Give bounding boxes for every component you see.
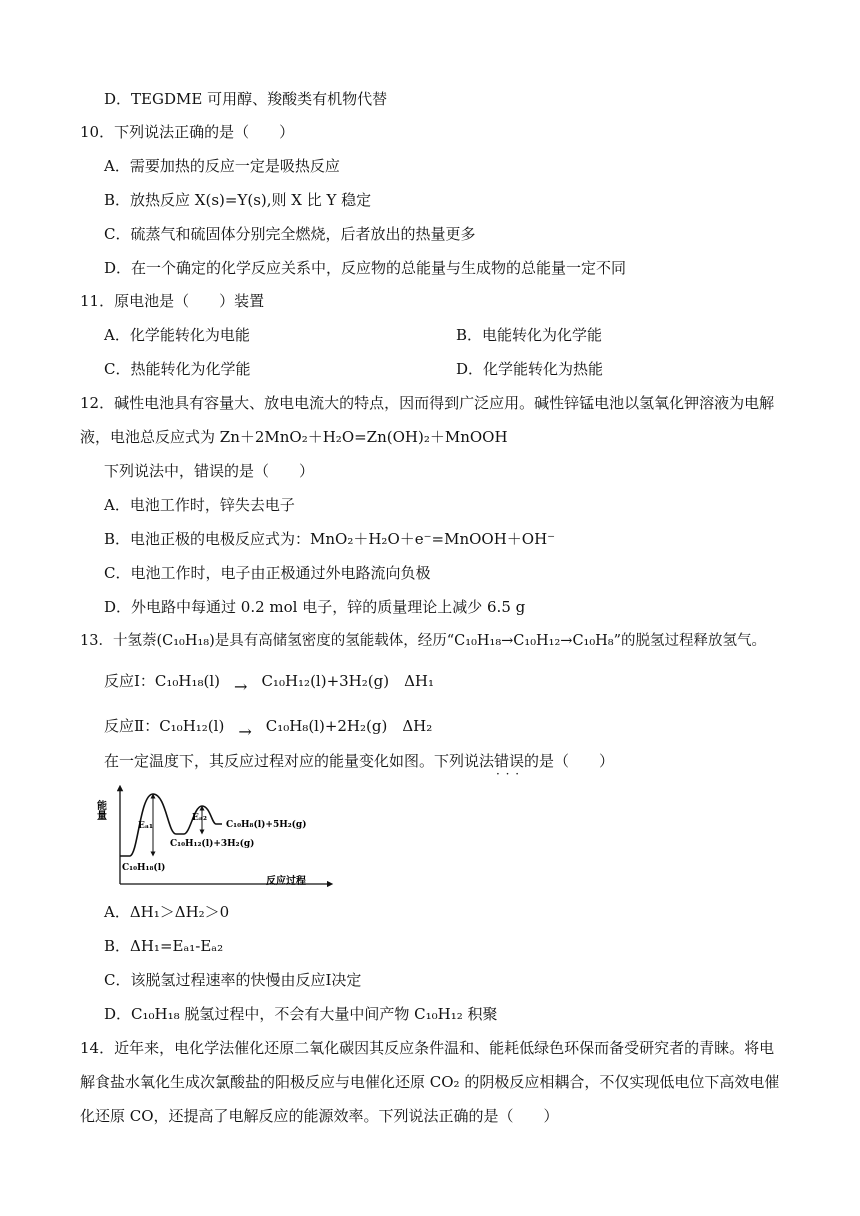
q9-option-d: D．TEGDME 可用醇、羧酸类有机物代替 xyxy=(104,90,388,108)
q13-option-d: D．C₁₀H₁₈ 脱氢过程中，不会有大量中间产物 C₁₀H₁₂ 积聚 xyxy=(104,1005,498,1023)
energy-diagram xyxy=(94,784,338,892)
q14-line2: 解食盐水氧化生成次氯酸盐的阳极反应与电催化还原 CO₂ 的阴极反应相耦合，不仅实现低电位下高效电催 xyxy=(80,1073,780,1091)
question-text-end: 的是（ ） xyxy=(524,752,615,770)
label-c10h18: C₁₀H₁₈(l) xyxy=(122,863,166,873)
q10-option-c: C．硫蒸气和硫固体分别完全燃烧，后者放出的热量更多 xyxy=(104,225,476,243)
q12-stem-line1: 12．碱性电池具有容量大、放电电流大的特点，因而得到广泛应用。碱性锌锰电池以氢氧化钾溶液为电解 xyxy=(80,394,775,412)
q13-reaction-2 xyxy=(104,716,433,741)
q12-option-c: C．电池工作时，电子由正极通过外电路流向负极 xyxy=(104,564,431,582)
q10-option-a: A．需要加热的反应一定是吸热反应 xyxy=(104,157,340,175)
q14-line3: 化还原 CO，还提高了电解反应的能源效率。下列说法正确的是（ ） xyxy=(80,1107,559,1125)
emphasis-word: 错误 · · · xyxy=(494,752,524,770)
label-c10h8: C₁₀H₈(l)+5H₂(g) xyxy=(226,820,307,830)
q13-option-b: B．ΔH₁=Eₐ₁-Eₐ₂ xyxy=(104,937,224,955)
q12-question: 下列说法中，错误的是（ ） xyxy=(104,462,315,480)
reaction-2-reactant: 反应Ⅱ：C₁₀H₁₂(l) xyxy=(104,717,225,735)
ea1-label: Eₐ₁ xyxy=(138,821,153,831)
q10-stem: 10．下列说法正确的是（ ） xyxy=(80,123,295,141)
q12-option-b: B．电池正极的电极反应式为：MnO₂＋H₂O＋e⁻=MnOOH＋OH⁻ xyxy=(104,530,556,548)
q12-option-a: A．电池工作时，锌失去电子 xyxy=(104,496,295,514)
q11-option-d: D．化学能转化为热能 xyxy=(456,360,604,378)
q11-option-c: C．热能转化为化学能 xyxy=(104,360,251,378)
reaction-arrow-icon: → xyxy=(238,722,252,741)
label-c10h12: C₁₀H₁₂(l)+3H₂(g) xyxy=(170,839,255,849)
q13-reaction-1 xyxy=(104,671,435,696)
q13-option-c: C．该脱氢过程速率的快慢由反应Ⅰ决定 xyxy=(104,971,362,989)
question-text: 在一定温度下，其反应过程对应的能量变化如图。下列说法 xyxy=(104,752,495,770)
q12-option-d: D．外电路中每通过 0.2 mol 电子，锌的质量理论上减少 6.5 g xyxy=(104,598,526,616)
q13-stem: 13．十氢萘(C₁₀H₁₈)是具有高储氢密度的氢能载体，经历“C₁₀H₁₈→C₁₀H₁₂→C₁₀H₈”的脱氢过程释放氢气。 xyxy=(80,633,767,649)
q11-option-b: B．电能转化为化学能 xyxy=(456,326,603,344)
reaction-2-product: C₁₀H₈(l)+2H₂(g) ΔH₂ xyxy=(265,717,433,735)
q11-option-a: A．化学能转化为电能 xyxy=(104,326,250,344)
reaction-1-product: C₁₀H₁₂(l)+3H₂(g) ΔH₁ xyxy=(261,672,435,690)
q11-stem: 11．原电池是（ ）装置 xyxy=(80,292,265,310)
ea2-label: Eₐ₂ xyxy=(192,813,207,823)
q14-line1: 14．近年来，电化学法催化还原二氧化碳因其反应条件温和、能耗低绿色环保而备受研究者的青睐。将电 xyxy=(80,1039,775,1057)
q13-question xyxy=(104,751,614,771)
y-axis-label: 能量 xyxy=(94,800,106,820)
q13-option-a: A．ΔH₁＞ΔH₂＞0 xyxy=(104,903,230,921)
q10-option-d: D．在一个确定的化学反应关系中，反应物的总能量与生成物的总能量一定不同 xyxy=(104,259,627,277)
q10-option-b: B．放热反应 X(s)=Y(s),则 X 比 Y 稳定 xyxy=(104,191,372,209)
reaction-arrow-icon: → xyxy=(234,677,248,696)
reaction-1-reactant: 反应Ⅰ：C₁₀H₁₈(l) xyxy=(104,672,221,690)
q12-stem-line2: 液，电池总反应式为 Zn＋2MnO₂＋H₂O=Zn(OH)₂＋MnOOH xyxy=(80,428,508,446)
x-axis-label: 反应过程 xyxy=(266,876,306,887)
